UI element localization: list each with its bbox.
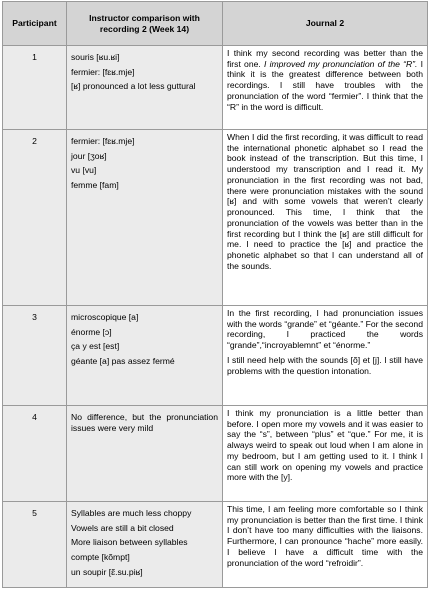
instructor-comparison xyxy=(67,306,223,406)
comparison-line: No difference, but the pronunciation issues were very mild xyxy=(71,412,218,433)
comparison-line: un soupir [ɛ̃.su.piʁ] xyxy=(71,566,143,577)
comparison-line: Vowels are still a bit closed xyxy=(71,522,174,533)
journal-entry xyxy=(223,306,428,406)
comparison-line: ça y est [est] xyxy=(71,341,120,352)
comparison-line: fermier: [fɛʁ.mje] xyxy=(71,136,135,146)
table-row xyxy=(3,306,428,406)
journal-entry: When I did the first recording, it was difficult to read the international phonetic alphabet so I read the book instead of the transcription. But this time, I understood my transcription and I read it. My pronunciation in the first recording was not bad, there were pronunciation mistakes with the sound [ʁ] and with some vowels that weren’t clearly pronounced. This time, I think that the pronunciation of the vowels was better than in the first recording but I think the [ʁ] are still difficult for me. I need to practice the [ʁ] and practice the phonetic alphabet so that I can understand all of the sounds. xyxy=(223,130,428,306)
journal-emphasis: I improved my pronunciation of the “R”. xyxy=(263,58,418,69)
journal-entry: I think my pronunciation is a little better than before. I open more my vowels and it was easier to say the “s”, between “plus” et “que.” For me, it is always weird to speak out loud when I am alone in my bedroom, but I am getting used to it. I think I can still work on opening my vowels and practice more with the [y]. xyxy=(223,406,428,502)
participant-number: 1 xyxy=(3,46,67,130)
journal-text: I think it is the greatest difference between both recordings. I still have troubles with the pronunciation of the word “fermier”. I think that the “R” in the word is difficult. xyxy=(227,58,423,112)
table-row xyxy=(3,46,428,130)
table-row xyxy=(3,130,428,306)
comparison-line: vu [vu] xyxy=(71,165,97,176)
instructor-comparison xyxy=(67,406,223,502)
comparison-line: Syllables are much less choppy xyxy=(71,508,192,518)
journal-paragraph: I still need help with the sounds [õ] et [j]. I still have problems with the question intonation. xyxy=(227,354,423,376)
instructor-comparison xyxy=(67,130,223,306)
participant-number: 3 xyxy=(3,306,67,406)
journal-entry xyxy=(223,46,428,130)
journal-text: I think my second recording was better than the first one. xyxy=(227,48,423,69)
comparison-line: fermier: [fɛʁ.mje] xyxy=(71,66,135,77)
comparison-line: microscopique [a] xyxy=(71,312,139,322)
comparison-line: femme [fam] xyxy=(71,180,119,191)
journal-header: Journal 2 xyxy=(223,2,428,46)
table-row xyxy=(3,406,428,502)
instructor-comparison xyxy=(67,502,223,588)
journal-paragraph: In the first recording, I had pronunciation issues with the words “grande” et “géante.” For the second recording, I practiced the words “grande”,“incroyablemnt” et “énorme.” xyxy=(227,308,423,351)
comparison-line: géante [a] pas assez fermé xyxy=(71,356,175,367)
comparison-table xyxy=(2,1,428,588)
comparison-line: souris [ʁu.ʁi] xyxy=(71,52,120,62)
instructor-comparison xyxy=(67,46,223,130)
comparison-line: [ʁ] pronounced a lot less guttural xyxy=(71,81,196,92)
participant-number: 4 xyxy=(3,406,67,502)
comparison-line: More liaison between syllables xyxy=(71,537,188,548)
comparison-line: jour [ʒoʁ] xyxy=(71,150,107,161)
table-row xyxy=(3,502,428,588)
comparison-line: énorme [ɔ] xyxy=(71,326,112,337)
participant-number: 5 xyxy=(3,502,67,588)
header-row xyxy=(3,2,428,46)
participant-number: 2 xyxy=(3,130,67,306)
journal-entry: This time, I am feeling more comfortable so I think my pronunciation is better than the first time. I think I don’t have too many difficulties with the liaisons. Furthermore, I can pronounce “hache” more easily. I believe I have a difficult time with the pronunciation of the word “refroidir”. xyxy=(223,502,428,588)
participant-header: Participant xyxy=(3,2,67,46)
comparison-header: Instructor comparison with recording 2 (Week 14) xyxy=(67,2,223,46)
comparison-line: compte [kõmpt] xyxy=(71,552,130,563)
